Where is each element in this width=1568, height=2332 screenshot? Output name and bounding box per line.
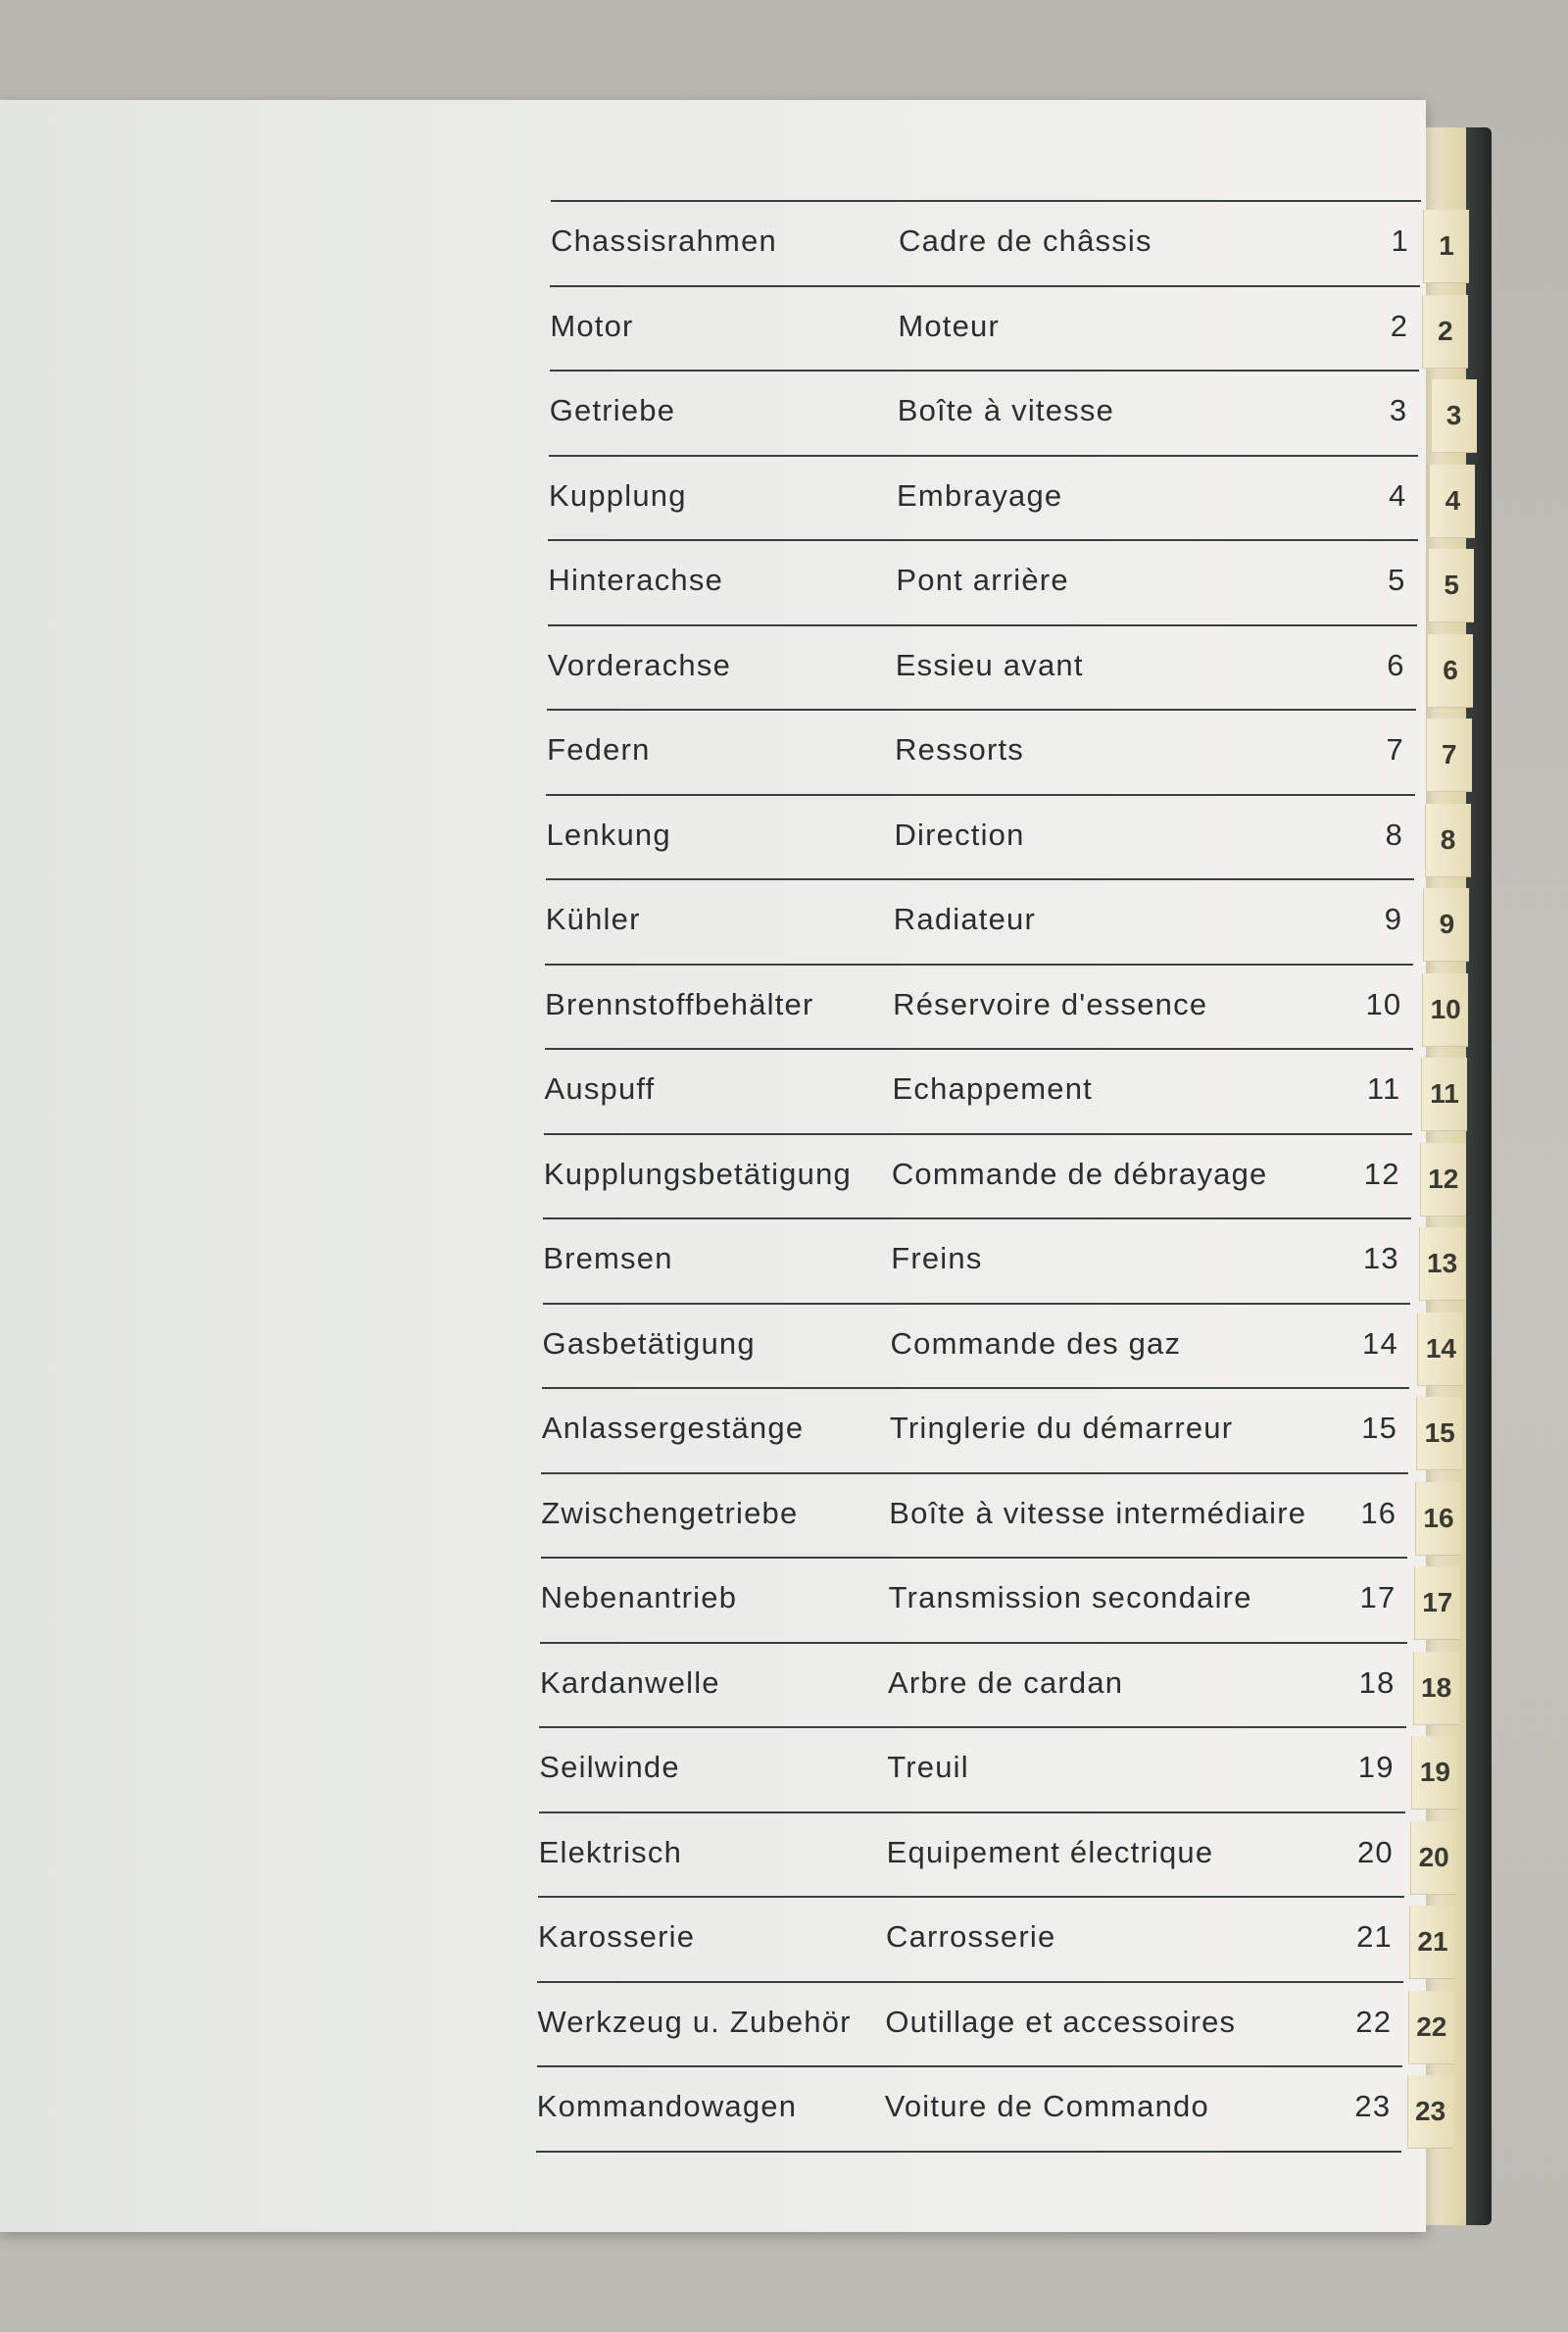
toc-entry-french: Cadre de châssis [899,223,1152,258]
section-tab[interactable]: 18 [1413,1652,1459,1725]
section-tab[interactable]: 2 [1422,295,1468,369]
section-tab[interactable]: 4 [1429,465,1475,538]
section-tab[interactable]: 23 [1407,2075,1453,2149]
section-tab[interactable]: 3 [1431,379,1477,453]
toc-entry-french: Boîte à vitesse intermédiaire [889,1495,1307,1530]
toc-entry-french: Commande des gaz [890,1325,1182,1361]
section-tab[interactable]: 19 [1411,1736,1457,1810]
toc-entry[interactable] [551,223,1568,308]
toc-entry[interactable] [543,1326,1568,1411]
section-tab[interactable]: 16 [1415,1482,1461,1556]
section-tab[interactable]: 13 [1419,1227,1465,1301]
toc-entry-number: 5 [1388,563,1406,597]
toc-entry-french: Moteur [898,308,1001,343]
toc-entry[interactable] [549,478,1568,563]
section-tab[interactable]: 5 [1428,549,1474,622]
toc-entry-german: Chassisrahmen [551,223,777,258]
toc-entry[interactable] [547,732,1568,817]
toc-entry-french: Essieu avant [895,647,1084,682]
toc-entry-number: 3 [1389,393,1408,427]
toc-entry-number: 4 [1388,477,1407,513]
toc-entry-german: Bremsen [543,1241,673,1275]
section-tab[interactable]: 22 [1408,1991,1454,2064]
toc-entry-number: 22 [1355,2004,1393,2039]
toc-entry-french: Treuil [887,1750,969,1784]
section-tab[interactable]: 7 [1426,719,1472,792]
toc-entry-french: Carrosserie [886,1919,1056,1954]
toc-entry-number: 13 [1362,1241,1399,1275]
toc-entry-french: Commande de débrayage [891,1156,1268,1191]
toc-entry[interactable] [543,1241,1568,1325]
toc-entry-french: Transmission secondaire [888,1580,1252,1614]
toc-entry-german: Elektrisch [538,1834,683,1869]
section-tab[interactable]: 20 [1410,1821,1456,1895]
toc-entry-german: Nebenantrieb [540,1580,738,1614]
toc-entry-french: Outillage et accessoires [885,2004,1237,2039]
toc-entry-german: Hinterachse [548,563,724,597]
toc-entry-french: Echappement [892,1071,1093,1106]
toc-entry-german: Federn [547,732,651,767]
toc-entry-french: Arbre de cardan [887,1664,1124,1700]
toc-entry[interactable] [548,648,1568,732]
toc-entry-german: Anlassergestänge [541,1411,805,1445]
toc-entry[interactable] [545,1071,1568,1156]
section-tab[interactable]: 17 [1414,1566,1460,1640]
toc-entry-german: Lenkung [546,817,671,852]
section-tab[interactable]: 10 [1422,973,1468,1047]
section-tab[interactable]: 14 [1417,1313,1463,1386]
toc-entry-number: 17 [1359,1580,1396,1614]
toc-entry-number: 8 [1385,817,1404,852]
toc-entry-french: Direction [894,817,1025,852]
section-tab[interactable]: 9 [1423,888,1469,962]
toc-entry-number: 7 [1386,732,1404,767]
toc-entry[interactable] [550,309,1568,393]
toc-entry-number: 21 [1356,1919,1393,1954]
toc-entry-french: Tringlerie du démarreur [889,1411,1234,1445]
toc-entry[interactable] [545,987,1568,1071]
toc-entry-number: 23 [1354,2089,1392,2123]
toc-entry-german: Werkzeug u. Zubehör [537,2004,852,2039]
toc-entry-number: 10 [1365,986,1402,1021]
toc-entry-french: Embrayage [897,477,1063,513]
toc-entry-number: 12 [1363,1156,1400,1191]
toc-entry-number: 20 [1356,1834,1394,1869]
section-tab[interactable]: 1 [1423,210,1469,283]
toc-entry-number: 15 [1361,1411,1398,1445]
toc-entry-number: 14 [1362,1325,1398,1361]
toc-entry-french: Voiture de Commando [884,2089,1209,2123]
toc-entry-french: Ressorts [895,732,1024,767]
toc-entry-french: Pont arrière [896,563,1069,597]
row-divider [551,200,1421,202]
toc-entry[interactable] [550,393,1568,477]
toc-entry-german: Gasbetätigung [542,1325,756,1361]
toc-entry-number: 6 [1387,647,1405,682]
section-tab[interactable]: 15 [1416,1397,1462,1470]
toc-entry-number: 19 [1357,1750,1395,1784]
section-tab[interactable]: 11 [1421,1058,1467,1131]
toc-entry[interactable] [546,902,1568,986]
toc-entry-number: 9 [1384,902,1403,936]
toc-entry-german: Auspuff [544,1071,656,1106]
toc-entry[interactable] [537,2089,1568,2173]
toc-entry-german: Karosserie [538,1919,696,1954]
toc-entry-number: 1 [1391,223,1409,258]
toc-entry-german: Kupplung [549,477,687,513]
toc-entry-german: Seilwinde [539,1750,680,1784]
toc-entry-number: 18 [1358,1664,1396,1700]
toc-entry[interactable] [542,1411,1568,1495]
toc-entry-german: Kupplungsbetätigung [543,1156,852,1191]
toc-entry-french: Equipement électrique [886,1834,1214,1869]
toc-entry-german: Kühler [545,902,641,936]
toc-entry[interactable] [546,818,1568,902]
section-tab[interactable]: 21 [1409,1906,1455,1979]
toc-entry[interactable] [548,563,1568,647]
toc-entry-french: Boîte à vitesse [897,393,1115,427]
toc-entry-number: 2 [1390,308,1409,343]
section-tab[interactable]: 8 [1425,804,1471,877]
section-tab[interactable]: 6 [1427,634,1473,708]
toc-entry-french: Freins [891,1241,983,1275]
toc-entry-number: 16 [1360,1495,1397,1530]
section-tab[interactable]: 12 [1420,1143,1466,1216]
toc-entry-german: Kardanwelle [539,1664,720,1700]
toc-entry-german: Brennstoffbehälter [545,986,814,1021]
toc-entry-german: Zwischengetriebe [541,1495,799,1530]
toc-entry-french: Radiateur [893,902,1037,936]
toc-entry-german: Getriebe [549,393,676,427]
toc-entry[interactable] [544,1157,1568,1241]
toc-entry-german: Vorderachse [547,647,732,682]
toc-entry-french: Réservoire d'essence [893,986,1208,1021]
toc-entry-german: Kommandowagen [536,2089,798,2123]
toc-entry-number: 11 [1366,1071,1401,1106]
toc-entry-german: Motor [550,308,634,343]
